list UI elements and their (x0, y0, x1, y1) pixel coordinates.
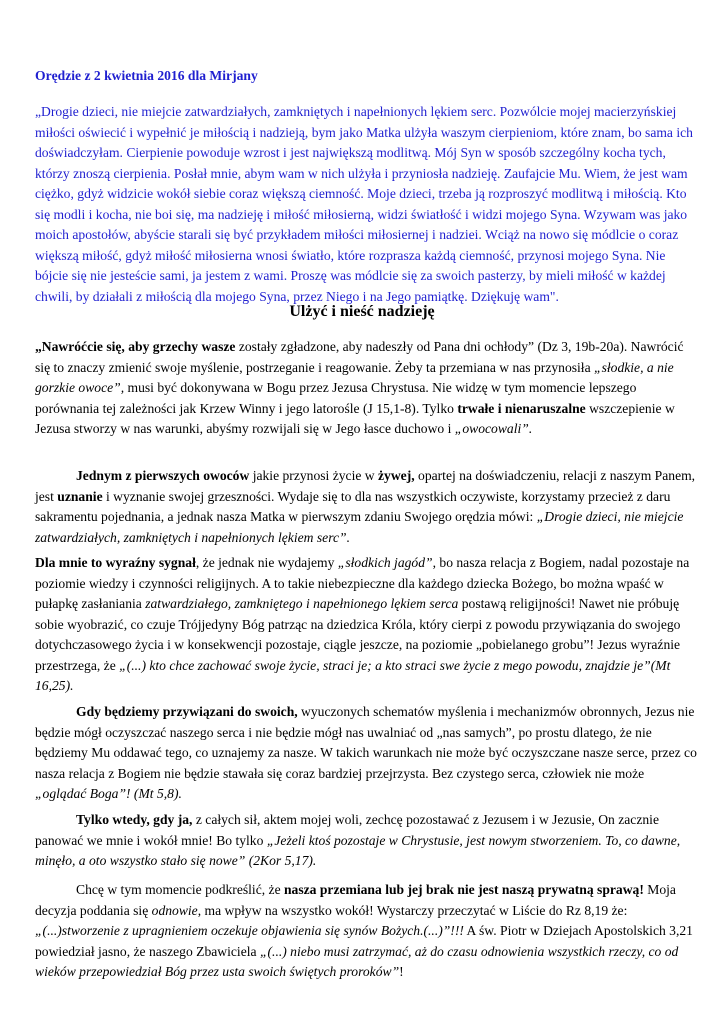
p3-italic-2: zatwardziałego, zamkniętego i napełnionego lękiem serca (145, 596, 459, 611)
p1-italic-1: „słodkie, a nie gorzkie owoce”, (35, 359, 674, 395)
p1-text-1: zostały zgładzone, aby nadeszły od Pana dni ochłody” (Dz 3, 19b-20a). Nawrócić się to znaczy zmienić swoje myślenie, postrzeganie i reagowanie. Żeby ta przemiana w nas przynosiła (35, 339, 684, 375)
p2-text-1: jakie przynosi życie w (249, 468, 379, 483)
p1-italic-2: „owocowali”. (454, 421, 533, 436)
p3-italic-1: „słodkich jagód” (337, 555, 433, 570)
message-body: „Drogie dzieci, nie miejcie zatwardziałych, zamkniętych i napełnionych lękiem serc. Pozwólcie mojej macierzyńskiej miłości oświecić i wypełnić je miłością i nadzieją, bym jako Matka ulżyła waszym cierpieniom, które znam, bo sama ich doświadczyłam. Cierpienie powoduje wzrost i jest największą modlitwą. Mój Syn w sposób szczególny kocha tych, którzy znoszą cierpienia. Posłał mnie, abym wam w nich ulżyła i przyniosła nadzieję. Zaufajcie Mu. Wiem, że jest wam ciężko, gdyż widzicie wokół siebie coraz większą ciemność. Moje dzieci, trzeba ją rozproszyć modlitwą i miłością. Kto się modli i kocha, nie boi się, ma nadzieję i miłość miłosierną, widzi światłość i widzi mojego Syna. Wzywam was jako moich apostołów, abyście starali się być przykładem miłości miłosiernej i nadziei. Wciąż na nowo się módlcie o coraz większą miłość, gdyż miłość miłosierna wnosi światło, które rozprasza każdą ciemność, przynosi mojego Syna. Nie bójcie się nie jesteście sami, ja jestem z wami. Proszę was módlcie się za swoich pasterzy, by mieli miłość w każdej chwili, by działali z miłością dla mojego Syna, przez Niego i na Jego pamiątkę. Dziękuję wam". (35, 104, 693, 304)
article-heading: Ulżyć i nieść nadzieję (289, 303, 435, 320)
p6-text-5: ! (399, 964, 404, 979)
paragraph-2 (35, 466, 697, 548)
paragraph-5 (35, 810, 697, 872)
paragraph-1 (35, 337, 697, 440)
p2-italic-1: „Drogie dzieci, nie miejcie zatwardziałych, zamkniętych i napełnionych lękiem serc”. (35, 509, 684, 545)
p6-text-2: Moja decyzja poddania się (35, 882, 676, 918)
p5-bold-1: Tylko wtedy, gdy ja, (76, 812, 193, 827)
p4-italic-1: „oglądać Boga”! (Mt 5,8). (35, 786, 182, 801)
p6-bold-1: nasza przemiana lub jej brak nie jest naszą prywatną sprawą! (284, 882, 644, 897)
p6-text-1: Chcę w tym momencie podkreślić, że (76, 882, 284, 897)
message-title: Orędzie z 2 kwietnia 2016 dla Mirjany (35, 68, 258, 83)
p4-text-1: wyuczonych schematów myślenia i mechanizmów obronnych, Jezus nie będzie mógł oczyszczać naszego serca i nie będzie mógł nas uwalniać od „nas samych”, po prostu dlatego, że nie będziemy Mu oddawać tego, co uznajemy za nasze. W takich warunkach nie może być oczyszczane nasze serce, przez co nasza relacja z Bogiem nie będzie stawała się coraz bardziej przejrzysta. Bez czystego serca, człowiek nie może (35, 704, 697, 781)
p3-text-3: postawą religijności! Nawet nie próbuję sobie wyobrazić, co czuje Trójjedyny Bóg patrząc na dziedzica Króla, który cierpi z powodu przywiązania do swojego dotychczasowego życia i w konsekwencji pozostaje, ciągle jeszcze, na poziomie „pobielanego grobu”! Jezus wyraźnie przestrzega, że (35, 596, 681, 673)
p4-bold-1: Gdy będziemy przywiązani do swoich, (76, 704, 298, 719)
p1-bold-1: „Nawróćcie się, aby grzechy wasze (35, 339, 236, 354)
p3-text-1: , że jednak nie wydajemy (195, 555, 338, 570)
p2-text-2: opartej na doświadczeniu, relacji z naszym Panem, jest (35, 468, 696, 504)
p3-italic-3: „(...) kto chce zachować swoje życie, straci je; a kto straci swe życie z mego powodu, znajdzie je”(Mt 16,25). (35, 657, 671, 693)
p6-text-3: , ma wpływ na wszystko wokół! Wystarczy przeczytać w Liście do Rz 8,19 że: (197, 902, 628, 918)
p3-bold-1: Dla mnie to wyraźny sygnał (35, 555, 196, 570)
paragraph-3 (35, 553, 697, 697)
paragraph-4 (35, 702, 697, 805)
paragraph-6 (35, 880, 697, 983)
p2-bold-1: Jednym z pierwszych owoców (76, 468, 250, 483)
p5-italic-1: „Jeżeli ktoś pozostaje w Chrystusie, jest nowym stworzeniem. To, co dawne, minęło, a oto wszystko stało się nowe” (2Kor 5,17). (35, 832, 681, 868)
p6-italic-3: „(...) niebo musi zatrzymać, aż do czasu odnowienia wszystkich rzeczy, co od wieków przepowiedział Bóg przez usta swoich świętych proroków” (35, 943, 679, 979)
p1-bold-2: trwałe i nienaruszalne (457, 400, 586, 416)
p1-text-3: wszczepienie w Jezusa stworzy w nas warunki, abyśmy rozwijali się w Jego łasce duchowo i (35, 400, 675, 436)
p3-text-2: , bo nasza relacja z Bogiem, nadal pozostaje na poziomie wiedzy i czynności religijnych. A to takie niebezpieczne dla każdego dziecka Bożego, bo można wpaść w pułapkę zasłaniania (35, 555, 690, 611)
p6-italic-1: odnowie (151, 902, 198, 918)
p2-bold-2: żywej, (378, 468, 415, 483)
p5-text-1: z całych sił, aktem mojej woli, zechcę pozostawać z Jezusem i w Jezusie, On zacznie panować we mnie i wokół mnie! Bo tylko (35, 812, 659, 848)
p1-text-2: musi być dokonywana w Bogu przez Jezusa Chrystusa. Nie widzę w tym momencie lepszego porównania tej zależności jak Krzew Winny i jego latorośle (J 15,1-8). Tylko (35, 380, 637, 416)
p6-text-4: A św. Piotr w Dziejach Apostolskich 3,21 powiedział jasno, że naszego Zbawiciela (35, 923, 693, 959)
p2-bold-3: uznanie (57, 488, 103, 504)
p6-italic-2: „(...)stworzenie z upragnieniem oczekuje objawienia się synów Bożych.(...)”!!! (35, 923, 464, 938)
p2-text-3: i wyznanie swojej grzeszności. Wydaje się to dla nas wszystkich oczywiste, korzystamy przecież z daru sakramentu pojednania, a jednak nasza Matka w pierwszym zdaniu Swojego orędzia mówi: (35, 488, 671, 524)
